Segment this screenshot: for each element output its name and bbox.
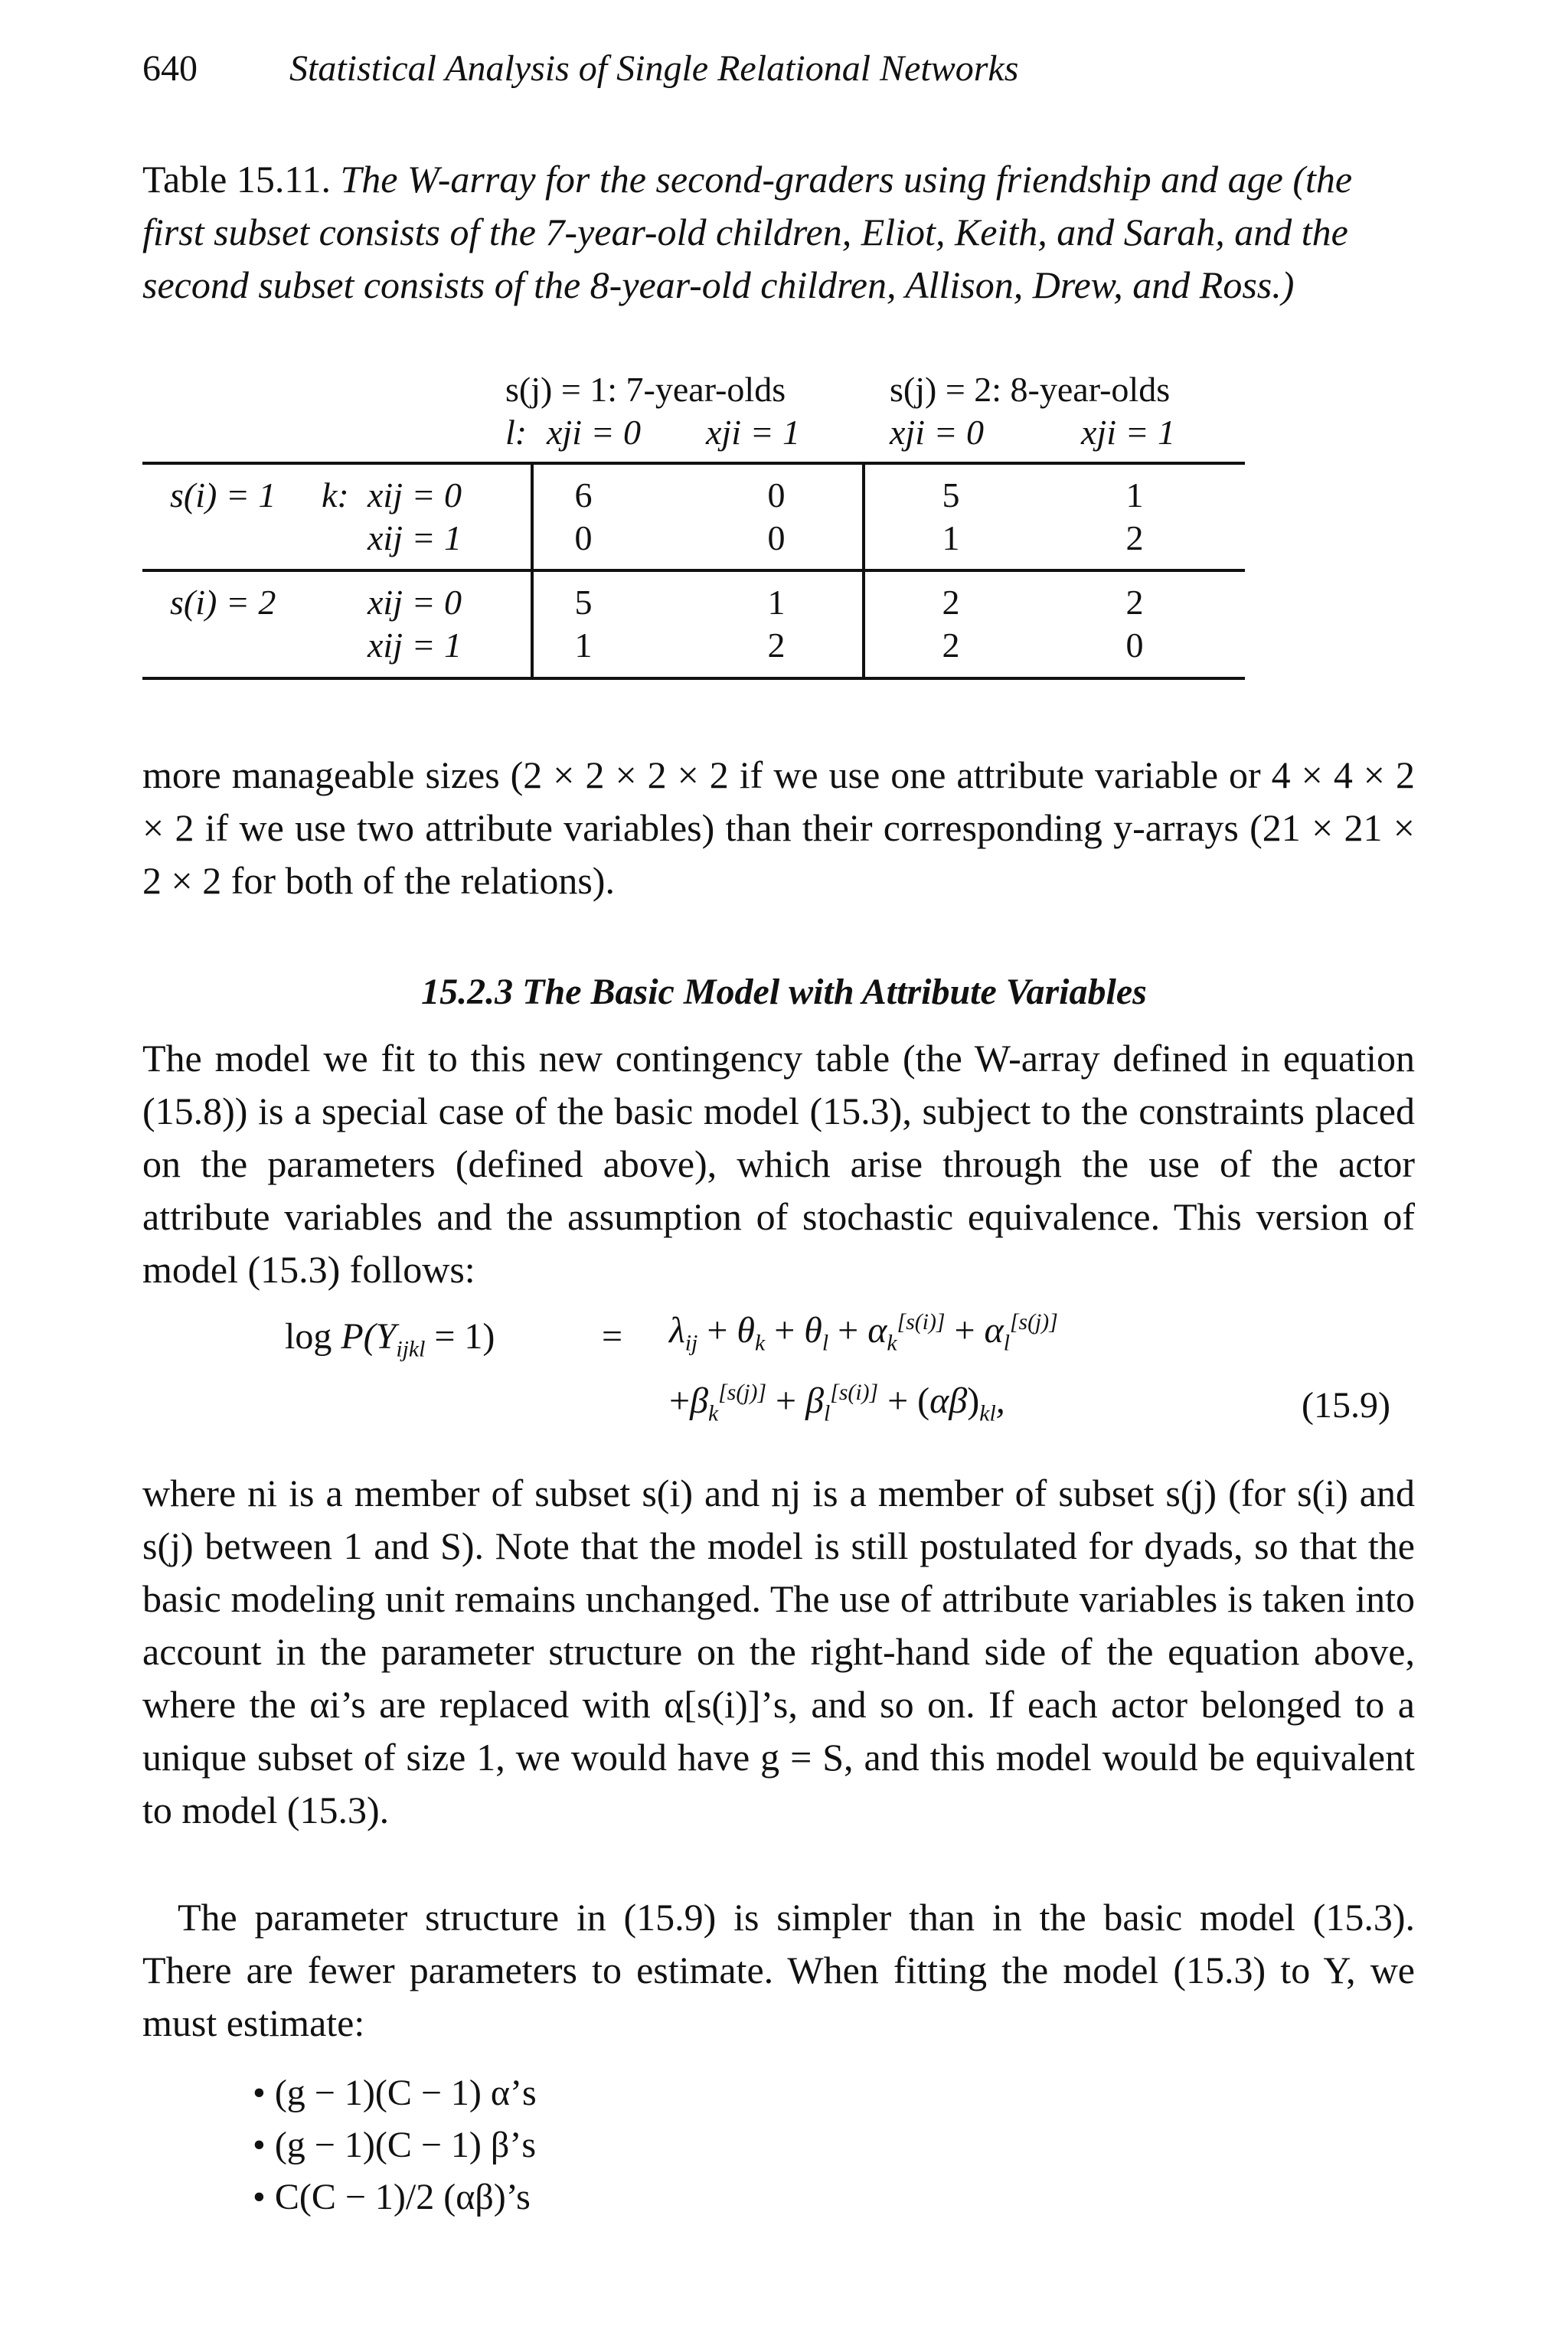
section-heading: 15.2.3 The Basic Model with Attribute Variables — [421, 972, 1147, 1012]
bullet-item-1 — [253, 2072, 537, 2114]
table-cell: 1 — [942, 518, 960, 557]
row-x-2: xij = 1 — [368, 518, 462, 557]
table-cell: 1 — [1125, 475, 1144, 515]
table-cell: 5 — [574, 583, 593, 622]
table-cell: 2 — [942, 626, 960, 665]
table-cell: 1 — [767, 583, 786, 622]
table-cell: 5 — [942, 475, 960, 515]
bullet-text: (g − 1)(C − 1) β’s — [274, 2125, 536, 2165]
table-vrule-1 — [531, 462, 534, 679]
table-top-rule — [142, 462, 1245, 465]
paragraph-4 — [142, 1891, 1415, 2050]
table-cell: 0 — [767, 475, 786, 515]
equation-equals: = — [602, 1316, 623, 1357]
table-bottom-rule — [142, 677, 1245, 680]
paragraph-2-text: The model we fit to this new contingency table (the W-array defined in equation (15.8)) is a special case of the basic model (15.3), subject to the constraints placed on the parameters (defined above), which arise through the use of the actor attribute variables and the assumption of stochastic equivalence. This version of model (15.3) follows: — [142, 1037, 1415, 1291]
paragraph-1-text: more manageable sizes (2 × 2 × 2 × 2 if we use one attribute variable or 4 × 4 × 2 × 2 if we use two attribute variables) than their corresponding y-arrays (21 × 21 × 2 × 2 for both of the relations). — [142, 753, 1415, 902]
equation-rhs-line-2: $+\beta_k[s(j)] + \beta_l[s(i)] + (\alpha\beta)_{kl}$, — [669, 1380, 1005, 1426]
row-group-1: s(i) = 1 — [170, 475, 276, 515]
col-header-2: xji = 1 — [706, 413, 801, 452]
col-header-1: xji = 0 — [547, 413, 642, 452]
running-title: Statistical Analysis of Single Relational Networks — [289, 48, 1019, 89]
row-k-label: k: — [322, 475, 349, 515]
row-x-1: xij = 0 — [368, 475, 462, 515]
bullet-dot-icon: • — [253, 2177, 275, 2217]
bullet-dot-icon: • — [253, 2125, 275, 2165]
row-x-3: xij = 0 — [368, 583, 462, 622]
table-caption — [142, 153, 1413, 312]
table-cell: 1 — [574, 626, 593, 665]
col-header-3: xji = 0 — [890, 413, 985, 452]
caption-label: Table 15.11. — [142, 158, 331, 201]
col-header-4: xji = 1 — [1081, 413, 1176, 452]
bullet-text: (g − 1)(C − 1) α’s — [274, 2073, 537, 2113]
col-l-label: l: — [505, 413, 528, 452]
equation-number: (15.9) — [1302, 1385, 1390, 1426]
col-group-2: s(j) = 2: 8-year-olds — [890, 370, 1171, 409]
table-cell: 0 — [1125, 626, 1144, 665]
col-group-1: s(j) = 1: 7-year-olds — [505, 370, 786, 409]
table-cell: 2 — [1125, 518, 1144, 557]
table-vrule-2 — [862, 462, 865, 679]
equation-lhs: $\log P(Y_{ijkl} = 1)$ — [285, 1316, 495, 1362]
table-cell: 6 — [574, 475, 593, 515]
paragraph-1 — [142, 749, 1415, 907]
caption-text: The W-array for the second-graders using friendship and age (the first subset consists of the 7-year-old children, Eliot, Keith, and Sarah, and the second subset consists of the 8-year-old children, Allison, Drew, and Ross.) — [142, 158, 1353, 306]
table-cell: 2 — [1125, 583, 1144, 622]
table-cell: 2 — [767, 626, 786, 665]
paragraph-3 — [142, 1467, 1415, 1837]
bullet-item-3 — [253, 2176, 531, 2218]
paragraph-3-text: where ni is a member of subset s(i) and nj is a member of subset s(j) (for s(i) and s(j) between 1 and S). Note that the model is still postulated for dyads, so that the basic modeling unit remains unchanged. The use of attribute variables is taken into account in the parameter structure on the right-hand side of the equation above, where the αi’s are replaced with α[s(i)]’s, and so on. If each actor belonged to a unique subset of size 1, we would have g = S, and this model would be equivalent to model (15.3). — [142, 1472, 1415, 1831]
paragraph-2 — [142, 1032, 1415, 1296]
bullet-item-2 — [253, 2124, 536, 2166]
paragraph-4-text: The parameter structure in (15.9) is simpler than in the basic model (15.3). There are fewer parameters to estimate. When fitting the model (15.3) to Y, we must estimate: — [142, 1896, 1415, 2044]
equation-rhs-line-1: $\lambda_{ij} + \theta_k + \theta_l + \alpha_k[s(i)] + \alpha_l[s(j)]$ — [669, 1309, 1058, 1356]
table-mid-rule — [142, 569, 1245, 572]
row-x-4: xij = 1 — [368, 626, 462, 665]
table-cell: 0 — [767, 518, 786, 557]
bullet-text: C(C − 1)/2 (αβ)’s — [274, 2177, 531, 2217]
table-cell: 0 — [574, 518, 593, 557]
row-group-2: s(i) = 2 — [170, 583, 276, 622]
bullet-dot-icon: • — [253, 2073, 275, 2113]
page-number: 640 — [142, 48, 198, 89]
table-cell: 2 — [942, 583, 960, 622]
